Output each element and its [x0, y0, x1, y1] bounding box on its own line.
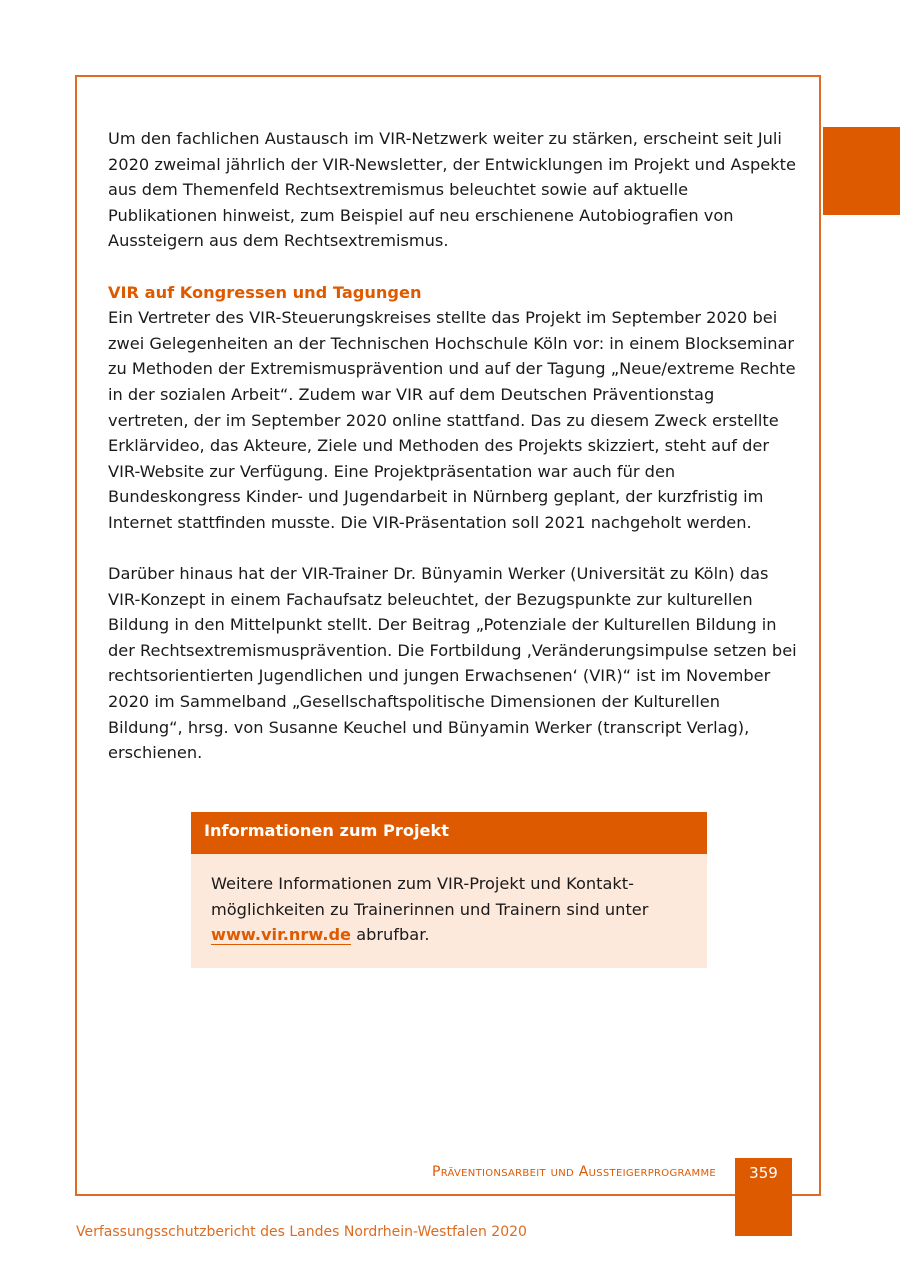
- chapter-marker-tab: [823, 127, 900, 215]
- info-box-body: [191, 854, 707, 968]
- paragraph-congresses: Ein Vertreter des VIR-Steuerungskreises stellte das Projekt im September 2020 bei zwei Gelegenheiten an der Technischen Hochschule Köln vor: in einem Blockseminar zu Methoden der Extremismusprävention und auf der Tagung „Neue/extreme Rechte in der sozialen Arbeit“. Zudem war VIR auf dem Deutschen Präventionstag vertreten, der im September 2020 online stattfand. Das zu diesem Zweck erstellte Erklärvideo, das Akteure, Ziele und Methoden des Projekts skizziert, steht auf der VIR-Website zur Verfügung. Eine Projektpräsentation war auch für den Bundeskongress Kinder- und Jugendarbeit in Nürnberg geplant, der kurzfristig im Internet stattfinden musste. Die VIR-Präsentation soll 2021 nachgeholt werden.: [108, 308, 796, 532]
- publication-title: Verfassungsschutzbericht des Landes Nordrhein-Westfalen 2020: [76, 1224, 527, 1240]
- running-footer-title: Präventionsarbeit und Aussteigerprogramme: [431, 1164, 716, 1180]
- info-box: [191, 812, 707, 968]
- main-content: [108, 126, 798, 766]
- info-box-text-end: abrufbar.: [351, 925, 430, 945]
- paragraph-newsletter: Um den fachlichen Austausch im VIR-Netzwerk weiter zu stärken, erscheint seit Juli 2020 zweimal jährlich der VIR-Newsletter, der Entwicklungen im Projekt und Aspekte aus dem Themenfeld Rechtsextremismus beleuchtet sowie auf aktuelle Publikationen hinweist, zum Beispiel auf neu erschienene Autobiografien von Aussteigern aus dem Rechtsextremismus.: [108, 129, 796, 251]
- paragraph-publication: Darüber hinaus hat der VIR-Trainer Dr. Bünyamin Werker (Universität zu Köln) das VIR-Konzept in einem Fachaufsatz beleuchtet, der Bezugspunkte zur kulturellen Bildung in den Mittelpunkt stellt. Der Beitrag „Potenziale der Kulturellen Bildung in der Rechtsextremismusprävention. Die Fortbildung ‚Veränderungsimpulse setzen bei rechtsorientierten Jugendlichen und jungen Erwachsenen‘ (VIR)“ ist im November 2020 im Sammelband „Gesellschaftspolitische Dimensionen der Kulturellen Bildung“, hrsg. von Susanne Keuchel und Bünyamin Werker (transcript Verlag), erschienen.: [108, 564, 797, 763]
- info-box-text: Weitere Informationen zum VIR-Projekt und Kontakt- möglichkeiten zu Trainerinnen und Trainern sind unter: [211, 874, 649, 919]
- section-heading: VIR auf Kongressen und Tagungen: [108, 282, 422, 302]
- page-number: 359: [749, 1164, 778, 1182]
- website-link[interactable]: www.vir.nrw.de: [211, 925, 352, 945]
- info-box-title: Informationen zum Projekt: [191, 812, 707, 854]
